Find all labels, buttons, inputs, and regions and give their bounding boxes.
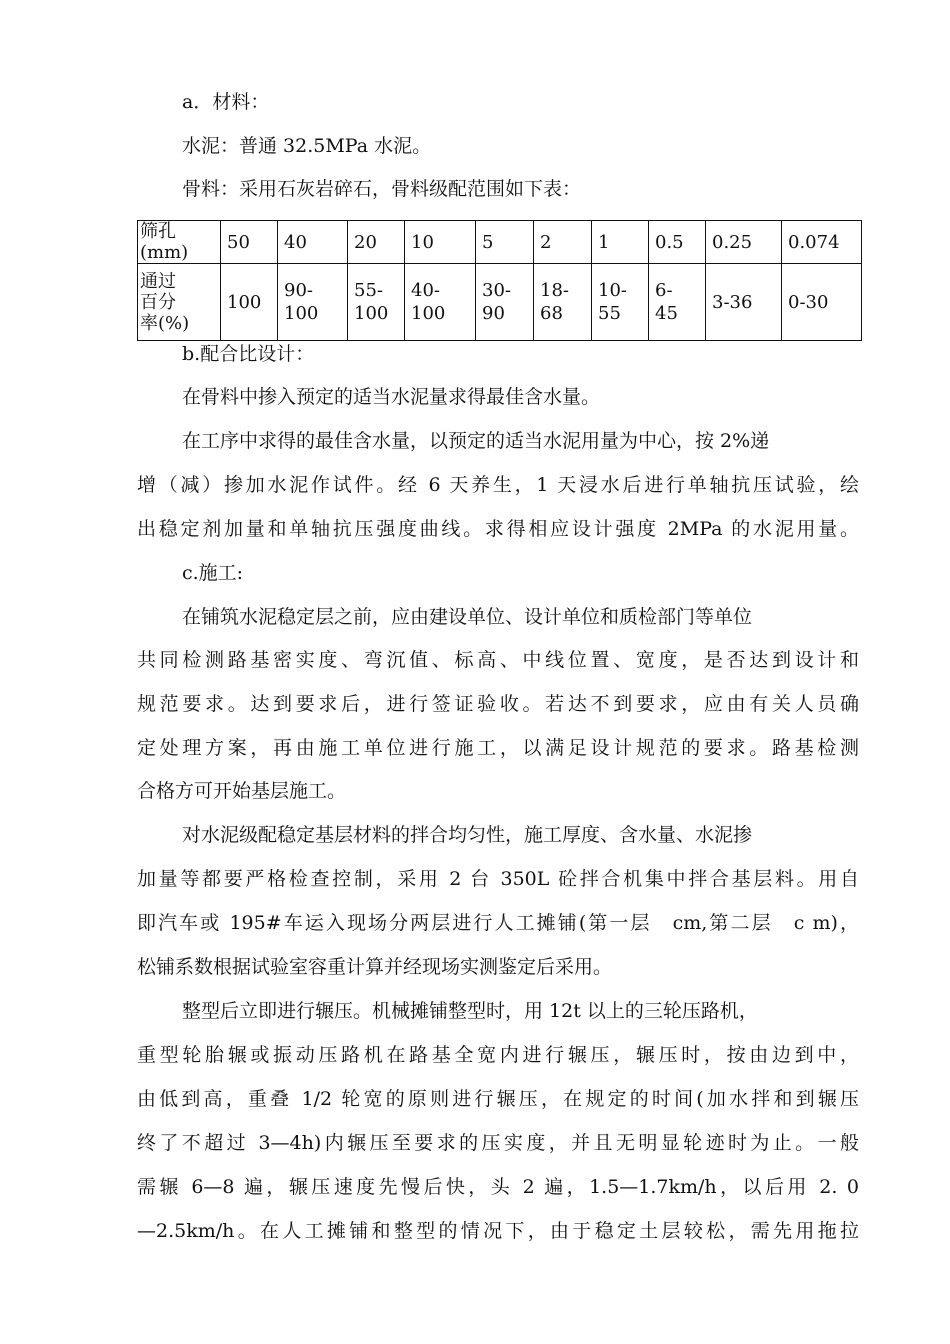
paragraph-line: 共同检测路基密实度、弯沉值、标高、中线位置、宽度，是否达到设计和 (137, 649, 859, 671)
paragraph-line: 重型轮胎辗或振动压路机在路基全宽内进行辗压，辗压时，按由边到中， (137, 1044, 859, 1066)
paragraph-line: 定处理方案，再由施工单位进行施工，以满足设计规范的要求。路基检测 (137, 737, 859, 759)
table-cell: 0.074 (782, 221, 862, 264)
paragraph-line: 规范要求。达到要求后，进行签证验收。若达不到要求，应由有关人员确 (137, 693, 859, 715)
paragraph-line: 合格方可开始基层施工。 (137, 780, 347, 802)
passing-percent-header: 通过 百分 率(%) (138, 264, 221, 341)
table-cell: 100 (221, 264, 278, 341)
table-cell: 0-30 (782, 264, 862, 341)
table-cell: 10 (405, 221, 476, 264)
paragraph-line: 加量等都要严格检查控制，采用 2 台 350L 砼拌合机集中拌合基层料。用自 (137, 868, 859, 890)
table-cell: 30- 90 (476, 264, 534, 341)
paragraph-line: 出稳定剂加量和单轴抗压强度曲线。求得相应设计强度 2MPa 的水泥用量。 (137, 518, 859, 540)
paragraph-line: 在工序中求得的最佳含水量，以预定的适当水泥用量为中心，按 2%递 (182, 430, 770, 452)
table-cell: 90- 100 (278, 264, 348, 341)
table-cell: 20 (348, 221, 405, 264)
table-cell: 50 (221, 221, 278, 264)
paragraph-line: 需辗 6—8 遍，辗压速度先慢后快，头 2 遍，1.5—1.7km/h，以后用 2. 0 (137, 1176, 859, 1198)
paragraph-line: 对水泥级配稳定基层材料的拌合均匀性，施工厚度、含水量、水泥掺 (182, 824, 753, 846)
sieve-size-row (138, 221, 862, 264)
section-c-heading: c.施工: (182, 562, 244, 584)
table-cell: 0.25 (706, 221, 782, 264)
table-cell: 40 (278, 221, 348, 264)
table-cell: 6- 45 (649, 264, 706, 341)
paragraph-line: 在骨料中掺入预定的适当水泥量求得最佳含水量。 (182, 386, 601, 408)
table-cell: 0.5 (649, 221, 706, 264)
table-cell: 55- 100 (348, 264, 405, 341)
table-cell: 3-36 (706, 264, 782, 341)
paragraph-line: 终了不超过 3—4h)内辗压至要求的压实度，并且无明显轮迹时为止。一般 (137, 1132, 859, 1154)
table-cell: 5 (476, 221, 534, 264)
gradation-table (137, 220, 862, 341)
paragraph-line: 由低到高，重叠 1/2 轮宽的原则进行辗压，在规定的时间(加水拌和到辗压 (137, 1088, 859, 1110)
paragraph-line: 整型后立即进行辗压。机械摊铺整型时，用 12t 以上的三轮压路机， (182, 1000, 758, 1022)
section-b-heading: b.配合比设计： (182, 343, 315, 365)
paragraph-line: 松铺系数根据试验室容重计算并经现场实测鉴定后采用。 (137, 956, 613, 978)
section-a-heading: a．材料： (182, 91, 270, 113)
table-cell: 18- 68 (534, 264, 592, 341)
aggregate-line: 骨料：采用石灰岩碎石，骨料级配范围如下表： (182, 178, 582, 200)
paragraph-line: —2.5km/h。在人工摊铺和整型的情况下，由于稳定土层较松，需先用拖拉 (137, 1220, 859, 1242)
sieve-size-header: 筛孔 (mm) (138, 221, 221, 264)
paragraph-line: 即汽车或 195#车运入现场分两层进行人工摊铺(第一层 cm,第二层 c m)， (137, 912, 859, 934)
paragraph-line: 在铺筑水泥稳定层之前，应由建设单位、设计单位和质检部门等单位 (182, 606, 753, 628)
table-cell: 2 (534, 221, 592, 264)
table-cell: 40- 100 (405, 264, 476, 341)
table-cell: 1 (592, 221, 649, 264)
paragraph-line: 增（减）掺加水泥作试件。经 6 天养生，1 天浸水后进行单轴抗压试验，绘 (137, 474, 859, 496)
table-cell: 10- 55 (592, 264, 649, 341)
passing-percent-row (138, 264, 862, 341)
cement-line: 水泥：普通 32.5MPa 水泥。 (182, 135, 432, 157)
